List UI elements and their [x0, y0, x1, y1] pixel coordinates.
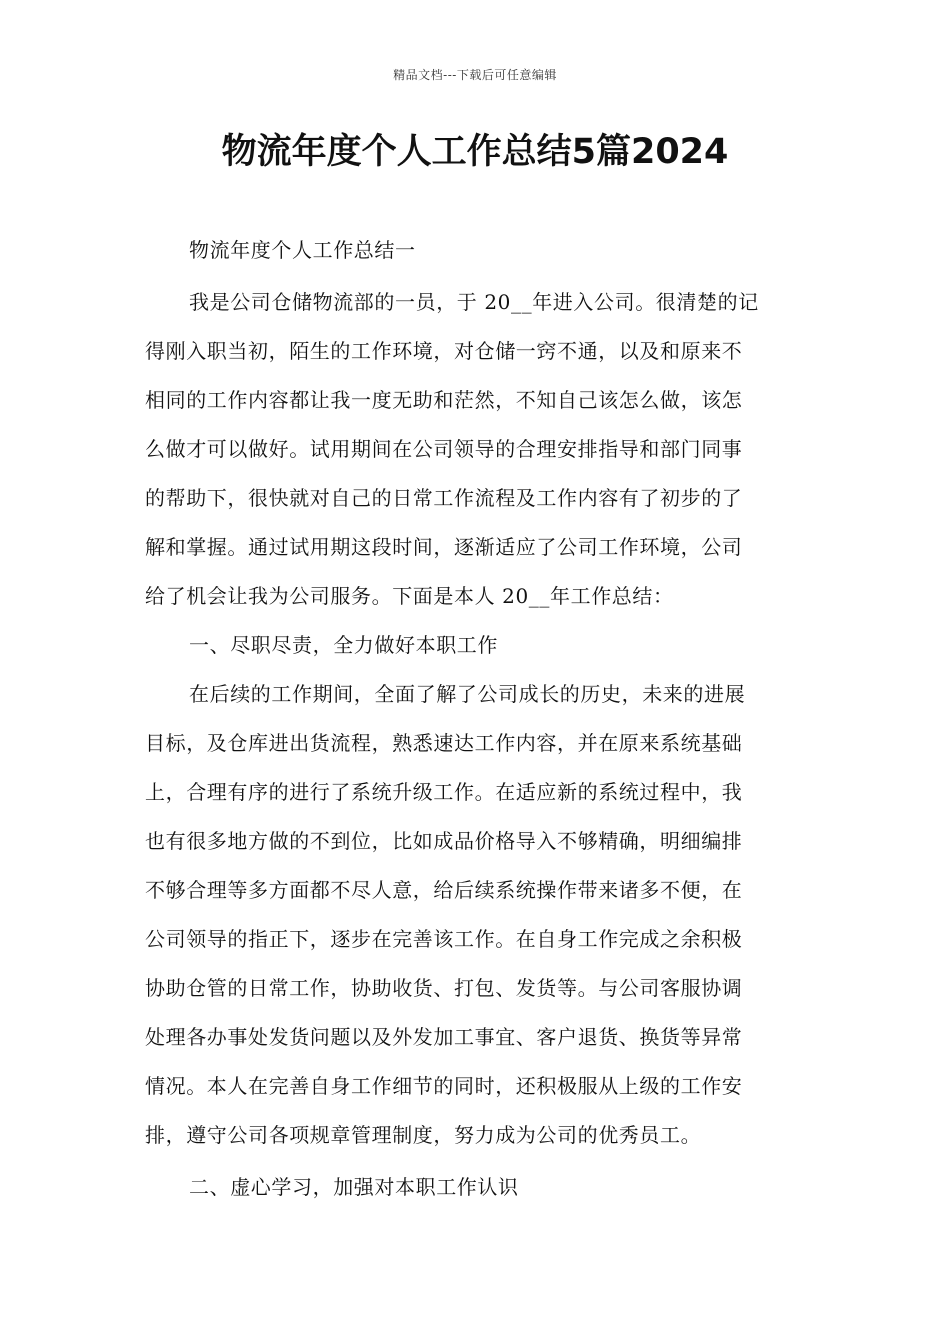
header-note: 精品文档---下载后可任意编辑 — [393, 68, 557, 82]
paragraph-2-line: 目标，及仓库进出货流程，熟悉速达工作内容，并在原来系统基础 — [145, 731, 743, 755]
paragraph-2-line: 公司领导的指正下，逐步在完善该工作。在自身工作完成之余积极 — [145, 927, 743, 951]
paragraph-2-line: 不够合理等多方面都不尽人意，给后续系统操作带来诸多不便，在 — [145, 878, 743, 902]
document-body — [145, 226, 805, 1212]
paragraph-1-line: 的帮助下，很快就对自己的日常工作流程及工作内容有了初步的了 — [145, 486, 743, 510]
paragraph-2-line: 处理各办事处发货问题以及外发加工事宜、客户退货、换货等异常 — [145, 1025, 743, 1049]
paragraph-2-line: 也有很多地方做的不到位，比如成品价格导入不够精确，明细编排 — [145, 829, 743, 853]
paragraph-1-line: 得刚入职当初，陌生的工作环境，对仓储一窍不通，以及和原来不 — [145, 339, 743, 363]
heading-1: 一、尽职尽责，全力做好本职工作 — [189, 633, 498, 657]
paragraph-2-line: 排，遵守公司各项规章管理制度，努力成为公司的优秀员工。 — [145, 1123, 702, 1147]
paragraph-1-line: 我是公司仓储物流部的一员，于 20__年进入公司。很清楚的记 — [189, 290, 759, 314]
paragraph-2-line: 情况。本人在完善自身工作细节的同时，还积极服从上级的工作安 — [145, 1074, 743, 1098]
paragraph-1-line: 么做才可以做好。试用期间在公司领导的合理安排指导和部门同事 — [145, 437, 743, 461]
paragraph-2-line: 上，合理有序的进行了系统升级工作。在适应新的系统过程中，我 — [145, 780, 743, 804]
heading-2: 二、虚心学习，加强对本职工作认识 — [189, 1175, 519, 1199]
paragraph-2-line: 在后续的工作期间，全面了解了公司成长的历史，未来的进展 — [189, 682, 746, 706]
paragraph-1-line: 相同的工作内容都让我一度无助和茫然，不知自己该怎么做，该怎 — [145, 388, 743, 412]
paragraph-1-line: 解和掌握。通过试用期这段时间，逐渐适应了公司工作环境，公司 — [145, 535, 743, 559]
paragraph-1 — [145, 278, 805, 621]
section-heading: 物流年度个人工作总结一 — [189, 238, 416, 262]
paragraph-2 — [145, 670, 805, 1160]
document-title: 物流年度个人工作总结5篇2024 — [221, 132, 729, 172]
paragraph-1-line: 给了机会让我为公司服务。下面是本人 20__年工作总结： — [145, 584, 674, 608]
paragraph-2-line: 协助仓管的日常工作，协助收货、打包、发货等。与公司客服协调 — [145, 976, 743, 1000]
